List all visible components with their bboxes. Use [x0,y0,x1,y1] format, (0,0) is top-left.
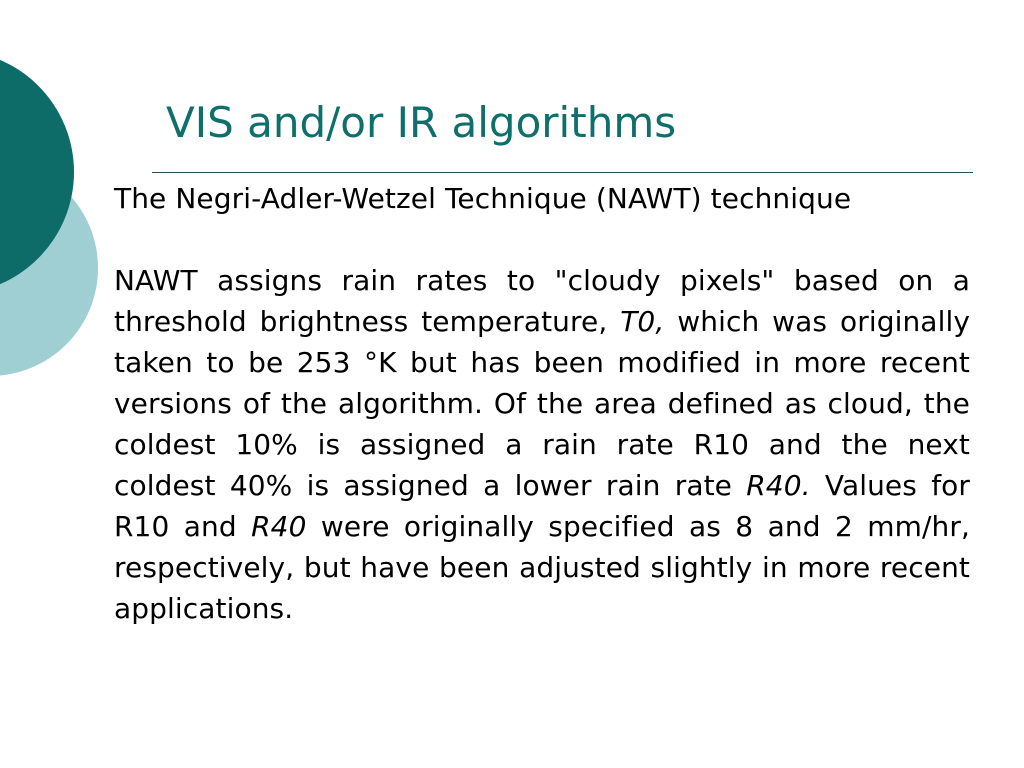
description-text: which was originally taken to be 253 °K but has been modified in more recent versions of the algorithm. Of the area defined as cloud, the coldest 10% is assigned a rain rate R10 and the next coldest 40% is assigned a lower rain rate [114,305,970,502]
slide-title: VIS and/or IR algorithms [166,98,677,147]
variable-r40: R40. [746,469,811,502]
description-text: were originally specified as 8 and 2 mm/hr, respectively, but have been adjusted slightly in more recent applications. [114,510,970,625]
decorative-circles [0,0,120,420]
title-divider [152,172,973,173]
description-text: NAWT assigns rain rates to "cloudy pixels" based on a threshold brightness temperature, [114,264,970,338]
description-text: Values for R10 and [114,469,970,543]
slide-body [114,178,970,629]
intro-paragraph: The Negri-Adler-Wetzel Technique (NAWT) technique [114,182,852,215]
description-paragraph [114,260,970,629]
variable-t0: T0, [620,305,665,338]
variable-r40: R40 [251,510,307,543]
